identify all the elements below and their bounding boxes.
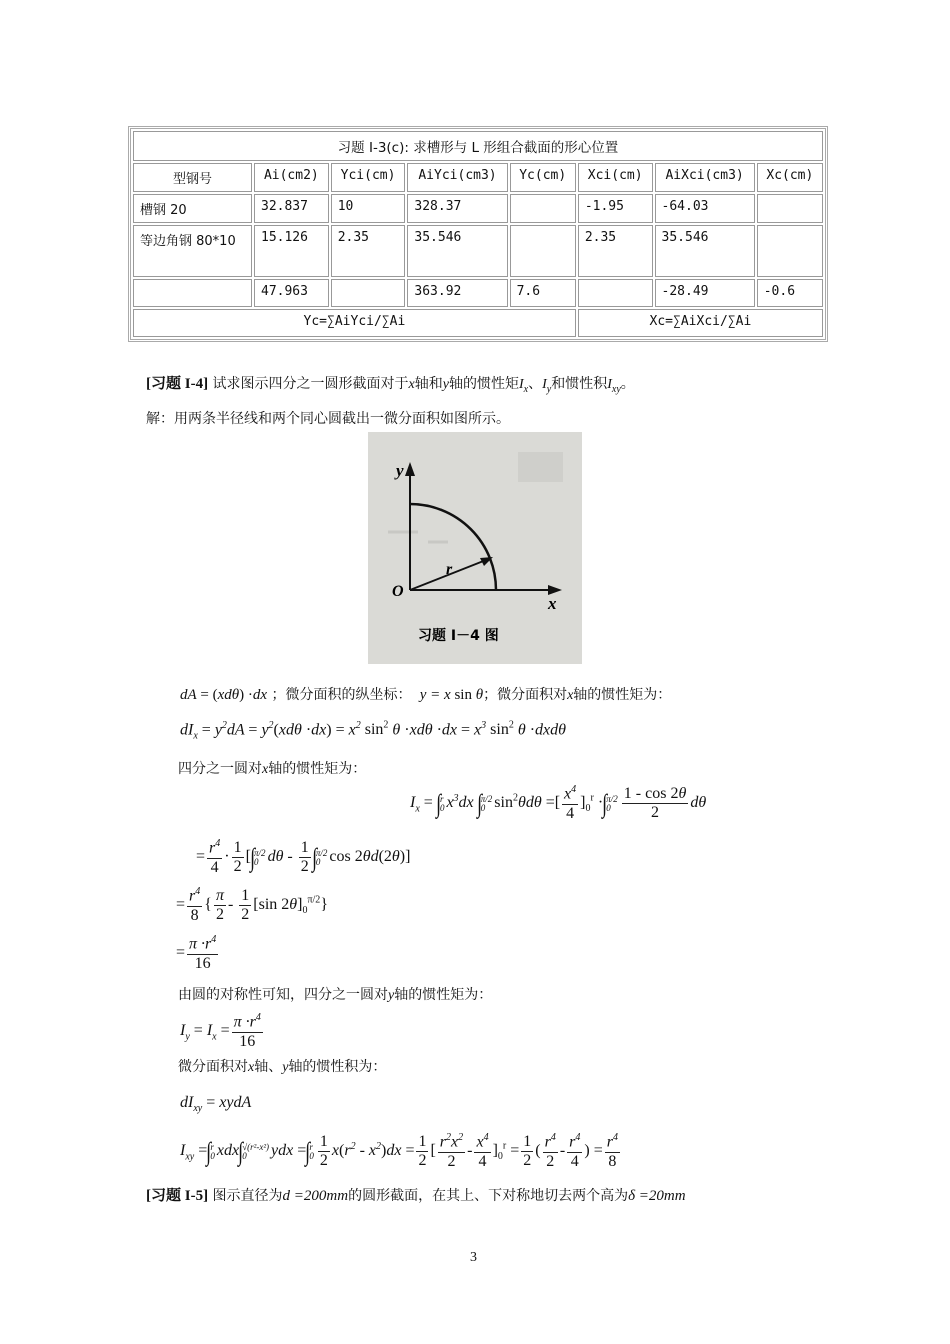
table-cell — [331, 279, 406, 307]
table-cell: 槽钢 20 — [133, 194, 252, 223]
problem-tag: [习题 I-5] — [146, 1188, 209, 1204]
problem-i4-statement: [习题 I-4] 试求图示四分之一圆形截面对于x轴和y轴的惯性矩$I_x$、$I_y$和惯性积$I_{xy}$。 — [146, 376, 635, 395]
prose: 轴的惯性矩为： — [268, 761, 367, 777]
centroid-table — [128, 126, 828, 342]
table-footer-left: Yc=∑AiYci/∑Ai — [133, 309, 576, 337]
problem-i5-statement — [146, 1184, 686, 1205]
table-cell — [578, 279, 653, 307]
prose: 轴的惯性矩为： — [573, 687, 672, 703]
quarter-circle-figure — [368, 432, 582, 664]
table-cell — [757, 225, 823, 277]
table-header: AiYci(cm3) — [407, 163, 507, 192]
problem-tag: [习题 I-4] — [146, 376, 209, 392]
table-cell: 32.837 — [254, 194, 329, 223]
statement-text: 的圆形截面，在其上、下对称地切去两个高为 — [348, 1188, 629, 1204]
prose: ；微分面积对 — [483, 687, 568, 703]
table-cell: 10 — [331, 194, 406, 223]
table-cell: -64.03 — [655, 194, 755, 223]
table-cell: -0.6 — [757, 279, 823, 307]
prose: 轴、 — [254, 1059, 283, 1075]
eq-Iy: $I_y = I_x$ = $\frac{\pi \cdot r^4}{16}$ — [180, 1012, 261, 1050]
table-row — [133, 279, 823, 307]
statement-text: 、 — [528, 376, 543, 392]
table-cell: 35.546 — [407, 225, 507, 277]
statement-text: 和惯性积 — [551, 376, 608, 392]
table-cell — [133, 279, 252, 307]
eq-dIx: $dI_x = y^2dA = y^2(xd\theta \cdot dx) = x^2$ $\sin^2 \theta \cdot xd\theta \cdot dx = x^3$ $\sin^2 \theta \cdot dxd\theta$ — [180, 720, 566, 742]
statement-text: 试求图示四分之一圆形截面对于 — [212, 376, 409, 392]
label-origin: O — [392, 583, 404, 600]
table-cell: -28.49 — [655, 279, 755, 307]
table-cell — [510, 225, 576, 277]
eq-Ix-2: = $\frac{r^4}{4}$ · $\frac{1}{2}$ [∫ π/2 0 dθ - $\frac{1}{2}$ ∫ π/2 0 cos 2θd(2θ)] — [196, 838, 411, 876]
d-value: d =200mm — [282, 1188, 349, 1204]
table-header: Yci(cm) — [331, 163, 406, 192]
line-sym: 由圆的对称性可知，四分之一圆对y轴的惯性矩为： — [178, 987, 493, 1003]
table-cell: 等边角钢 80*10 — [133, 225, 252, 277]
eq-Ixy: $I_{xy}$ =∫ r 0 xdx∫ √(r²-x²) 0 ydx =∫ r 0 $\frac{1}{2}$ $x(r^2 - x^2)dx$ = $\frac{1}{2}$ [ $\frac{r^2x^2}{2}$ - $\frac{x^4}{4}$ ]$_0^r$ = $\frac{1}{2}$ ( $\frac{r^4}{2}$ - $\frac{r^4}{4}$ ) = $\frac{r^4}{8}$ — [180, 1132, 618, 1170]
table-cell — [510, 194, 576, 223]
page-number: 3 — [470, 1250, 477, 1265]
eq-dIxy: $dI_{xy}$ = xydA — [180, 1094, 252, 1115]
table-header: AiXci(cm3) — [655, 163, 755, 192]
label-y: y — [396, 461, 404, 480]
table-cell: -1.95 — [578, 194, 653, 223]
table-footer-right: Xc=∑AiXci/∑Ai — [578, 309, 823, 337]
statement-text: 。 — [620, 376, 635, 392]
statement-text: 图示直径为 — [212, 1188, 283, 1204]
table-cell: 7.6 — [510, 279, 576, 307]
table-row — [133, 194, 823, 223]
eq-Ix-4: = $\frac{\pi \cdot r^4}{16}$ — [176, 934, 217, 972]
table-cell: 47.963 — [254, 279, 329, 307]
prose: 微分面积对 — [178, 1059, 248, 1075]
line-dA: dA = (xdθ) ·dx ；微分面积的纵坐标： y = x sin θ；微分面积对x轴的惯性矩为： — [180, 687, 672, 703]
table-row — [133, 225, 823, 277]
line-prod: 微分面积对x轴、y轴的惯性积为： — [178, 1059, 387, 1075]
line-quarter: 四分之一圆对x轴的惯性矩为： — [178, 761, 367, 777]
table-cell: 2.35 — [578, 225, 653, 277]
prose: 轴的惯性矩为： — [394, 987, 493, 1003]
table-cell: 328.37 — [407, 194, 507, 223]
table-cell: 363.92 — [407, 279, 507, 307]
table-header: Yc(cm) — [510, 163, 576, 192]
delta-value: δ =20mm — [628, 1188, 686, 1204]
solution-intro: 解：用两条半径线和两个同心圆截出一微分面积如图所示。 — [146, 411, 510, 427]
table-header: Xc(cm) — [757, 163, 823, 192]
table-header: Ai(cm2) — [254, 163, 329, 192]
label-r: r — [446, 561, 453, 578]
table-cell — [757, 194, 823, 223]
prose: 轴的惯性积为： — [288, 1059, 387, 1075]
statement-text: 轴的惯性矩 — [448, 376, 519, 392]
eq-Ix-1: $I_x$ = ∫ r 0 $x^3dx$ ∫ π/2 0 $\sin^2\theta d\theta$ =[ $\frac{x^4}{4}$ ]$_0^r$ ·∫ π/2 0 $\frac{1 - \cos 2\theta}{2}$ dθ — [410, 784, 707, 822]
table-header: 型钢号 — [133, 163, 252, 192]
table-caption: 习题 I-3(c): 求槽形与 L 形组合截面的形心位置 — [133, 131, 823, 161]
label-x: x — [548, 594, 557, 613]
table-cell: 15.126 — [254, 225, 329, 277]
figure-svg — [368, 432, 582, 664]
eq-Ix-3: = $\frac{r^4}{8}$ { $\frac{\pi}{2}$ - $\frac{1}{2}$ [sin $2\theta]_0^{\pi/2}$} — [176, 886, 328, 924]
figure-caption: 习题 I－4 图 — [418, 628, 499, 644]
prose: 四分之一圆对 — [178, 761, 262, 777]
prose: 由圆的对称性可知，四分之一圆对 — [178, 987, 388, 1003]
table-header: Xci(cm) — [578, 163, 653, 192]
table-cell: 2.35 — [331, 225, 406, 277]
prose: ；微分面积的纵坐标： — [271, 687, 412, 703]
table-cell: 35.546 — [655, 225, 755, 277]
statement-text: 轴和 — [414, 376, 443, 392]
